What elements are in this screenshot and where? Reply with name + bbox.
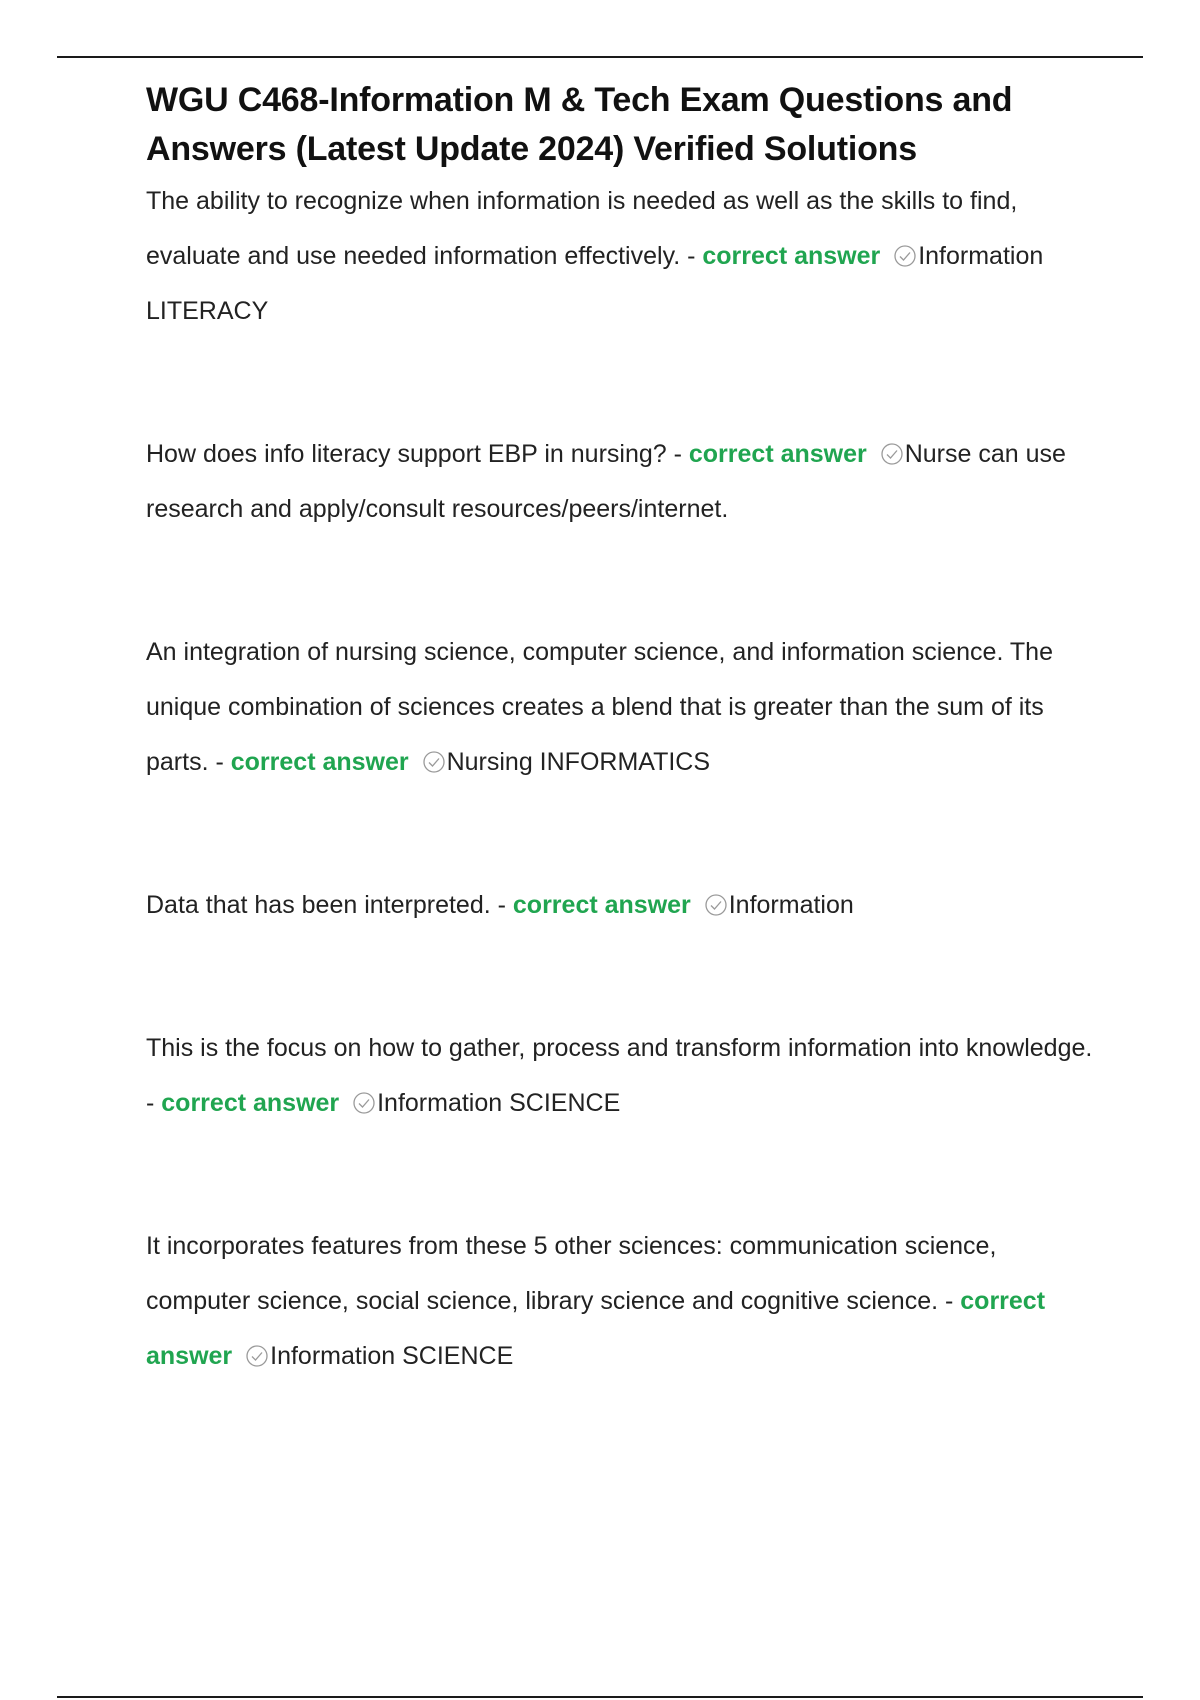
correct-answer-label: correct answer <box>161 1089 340 1117</box>
question-text: This is the focus on how to gather, process and transform information into knowledge. - <box>146 1034 1093 1117</box>
question-text: The ability to recognize when information is needed as well as the skills to find, evaluate and use needed information effectively. - <box>146 187 1018 270</box>
correct-answer-label: correct answer <box>702 242 881 270</box>
answer-text: Nurse can use research and apply/consult resources/peers/internet. <box>146 440 1066 523</box>
correct-answer-label: correct answer <box>512 891 691 919</box>
answer-text: Information SCIENCE <box>270 1342 514 1370</box>
document-body <box>146 76 1096 1384</box>
check-circle-icon <box>352 1091 376 1115</box>
qa-item <box>146 427 1096 537</box>
top-rule <box>57 56 1143 58</box>
answer-text: Nursing INFORMATICS <box>446 748 711 776</box>
answer-text: Information <box>728 891 854 919</box>
check-circle-icon <box>880 442 904 466</box>
question-text: How does info literacy support EBP in nursing? - <box>146 440 689 468</box>
correct-answer-label: correct answer <box>688 440 867 468</box>
question-text: Data that has been interpreted. - <box>146 891 513 919</box>
check-circle-icon <box>422 750 446 774</box>
bottom-rule <box>57 1696 1143 1698</box>
correct-answer-label: correct answer <box>146 1287 1046 1370</box>
qa-item <box>146 1021 1096 1131</box>
check-circle-icon <box>893 244 917 268</box>
question-text: An integration of nursing science, computer science, and information science. The unique combination of sciences creates a blend that is greater than the sum of its parts. - <box>146 638 1053 776</box>
qa-item <box>146 625 1096 790</box>
check-circle-icon <box>704 893 728 917</box>
correct-answer-label: correct answer <box>230 748 409 776</box>
qa-item <box>146 174 1096 339</box>
document-title: WGU C468-Information M & Tech Exam Questions and Answers (Latest Update 2024) Verified Solutions <box>146 81 1013 168</box>
answer-text: Information SCIENCE <box>377 1089 621 1117</box>
qa-item <box>146 878 1096 933</box>
check-circle-icon <box>245 1344 269 1368</box>
question-text: It incorporates features from these 5 other sciences: communication science, computer science, social science, library science and cognitive science. - <box>146 1232 997 1315</box>
answer-text: Information LITERACY <box>146 242 1044 325</box>
qa-item <box>146 1219 1096 1384</box>
